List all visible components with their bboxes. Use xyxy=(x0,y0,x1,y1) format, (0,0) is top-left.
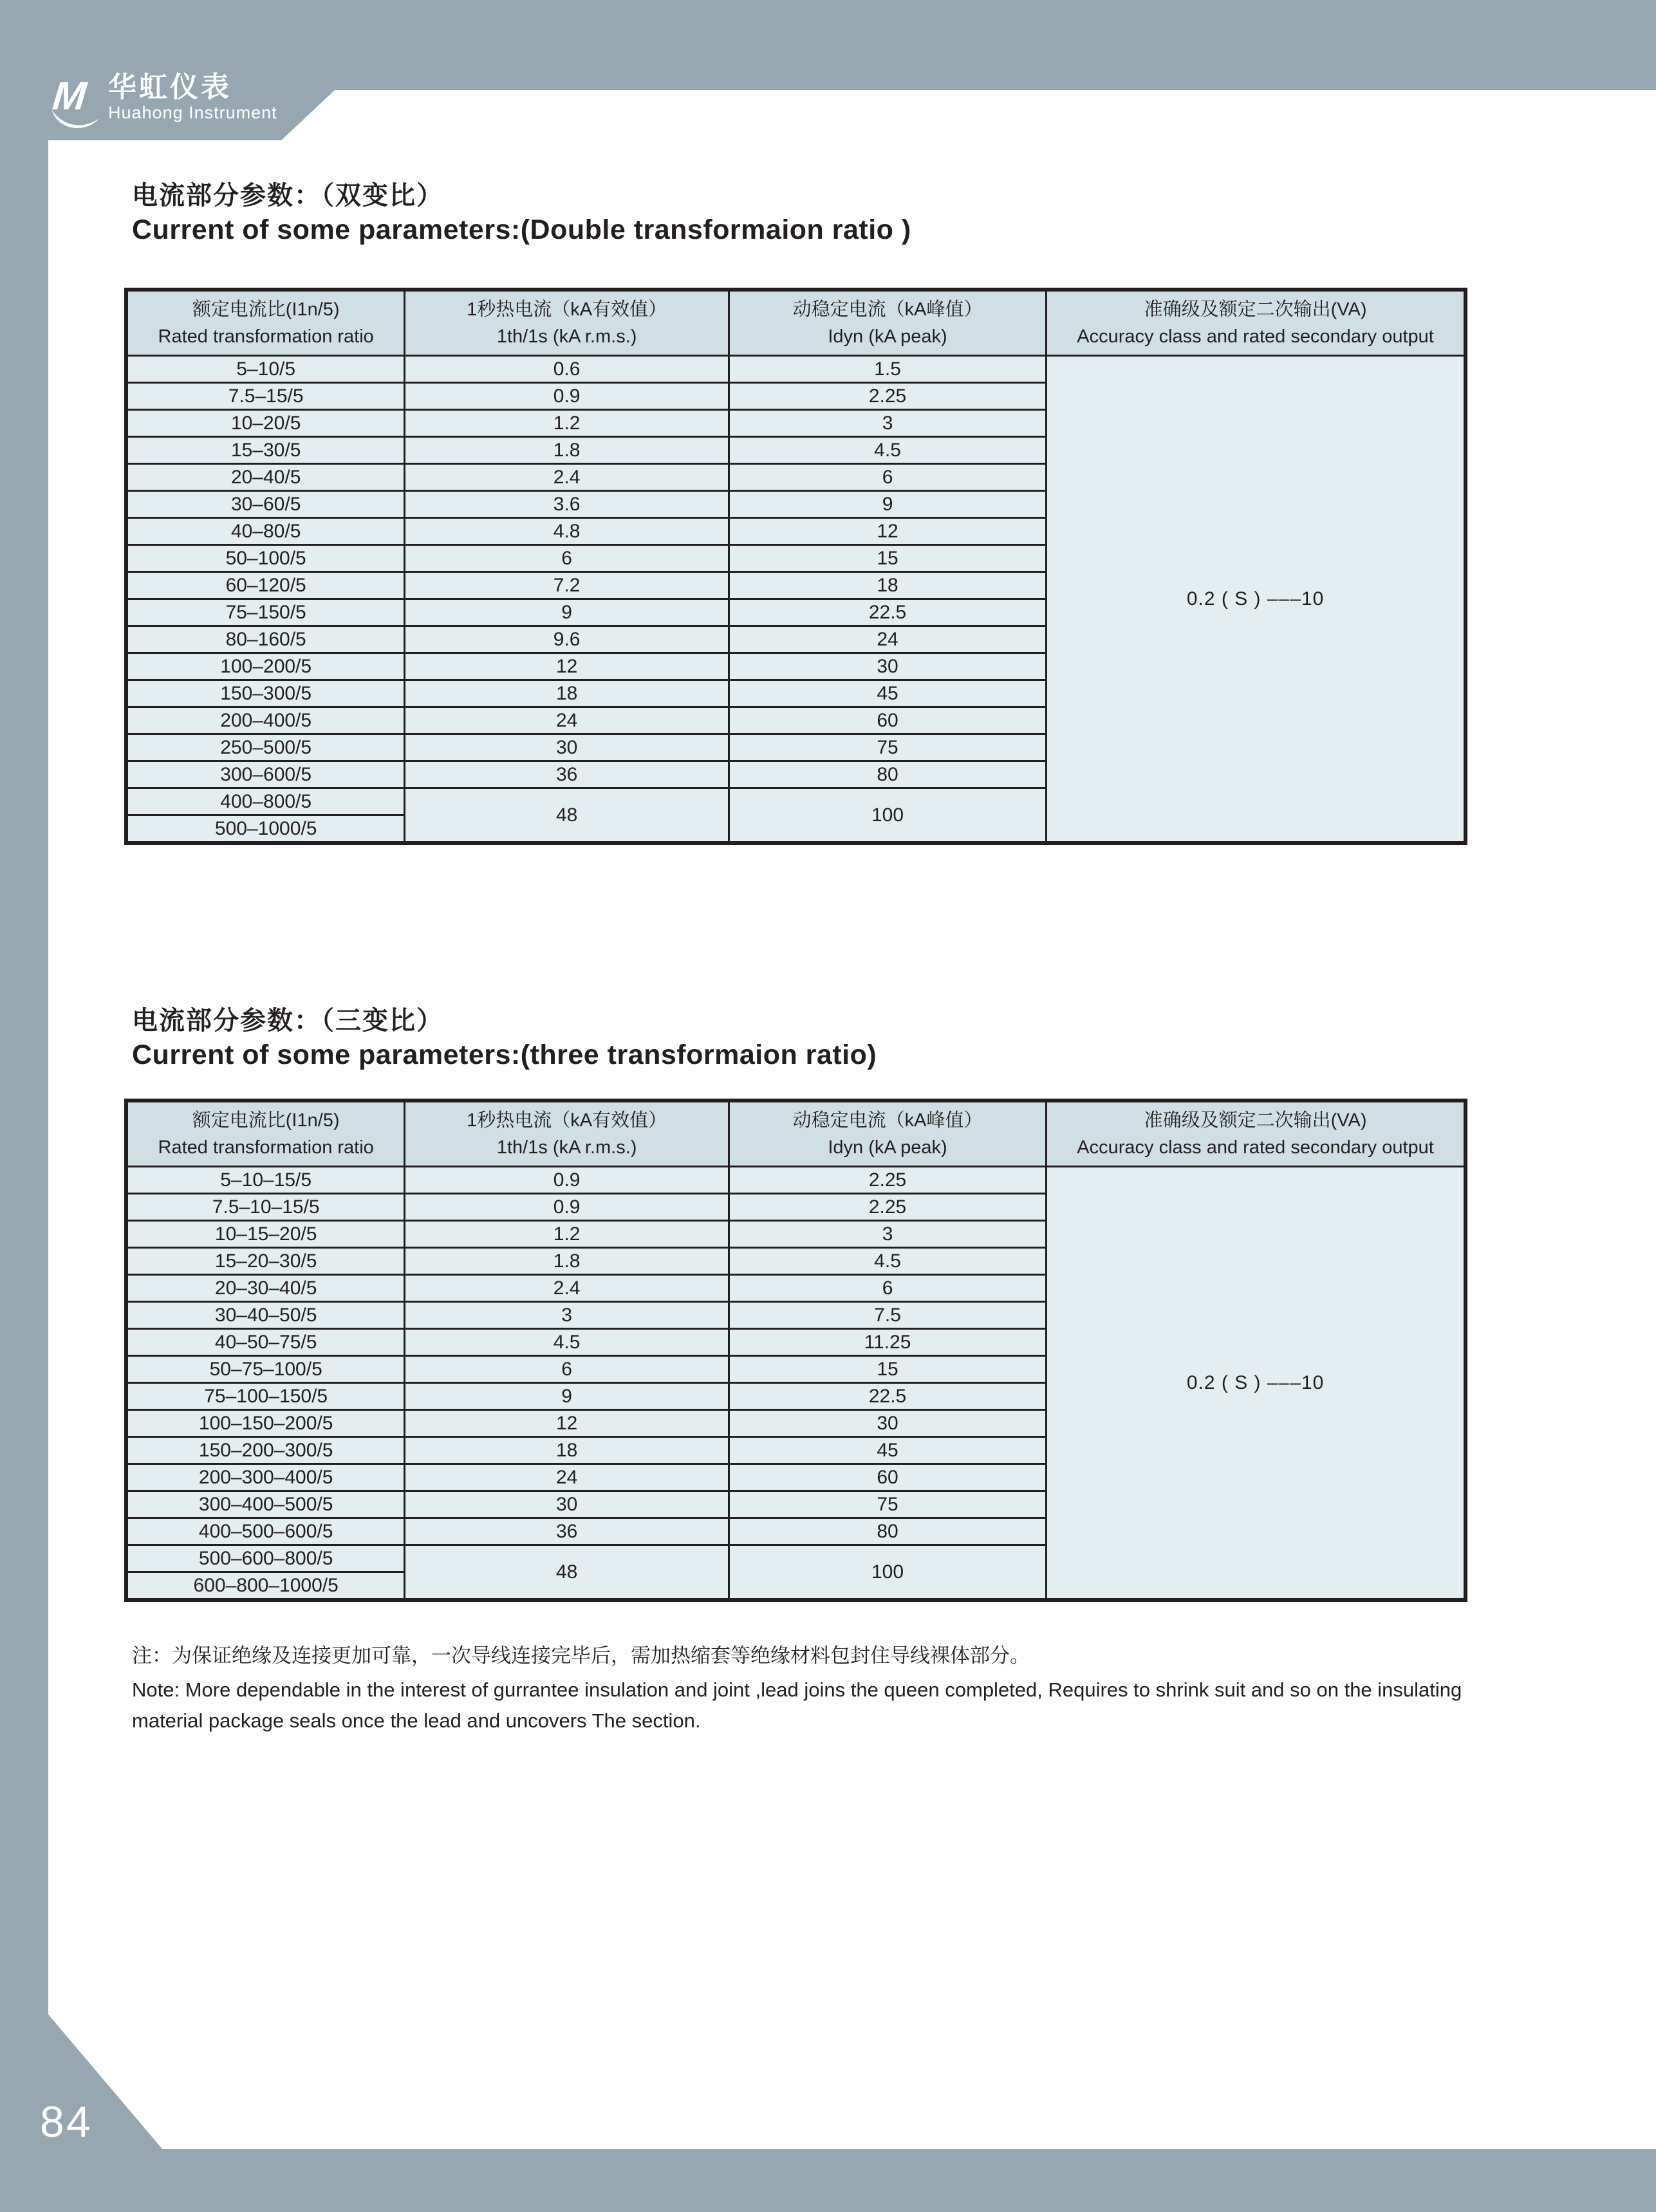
ratio-cell: 30–40–50/5 xyxy=(126,1302,405,1329)
dynamic-current-cell: 80 xyxy=(729,761,1046,788)
dynamic-current-cell: 11.25 xyxy=(729,1329,1046,1356)
column-header-zh: 准确级及额定二次输出(VA) xyxy=(1144,1110,1367,1131)
thermal-current-cell: 24 xyxy=(405,707,729,734)
dynamic-current-cell: 18 xyxy=(729,572,1046,599)
thermal-current-cell: 1.2 xyxy=(405,410,729,437)
thermal-current-cell: 9.6 xyxy=(405,626,729,653)
ratio-cell: 10–20/5 xyxy=(126,410,405,437)
thermal-current-cell: 3 xyxy=(405,1302,729,1329)
thermal-current-cell: 36 xyxy=(405,761,729,788)
column-header-1 xyxy=(126,290,405,356)
table-row xyxy=(126,356,1465,383)
thermal-current-cell: 6 xyxy=(405,545,729,572)
column-header-en: Accuracy class and rated secondary output xyxy=(1077,1137,1434,1158)
thermal-current-cell: 18 xyxy=(405,680,729,707)
ratio-cell: 7.5–10–15/5 xyxy=(126,1194,405,1221)
three-ratio-table xyxy=(124,1099,1467,1602)
thermal-current-cell: 0.9 xyxy=(405,1167,729,1194)
ratio-cell: 30–60/5 xyxy=(126,491,405,518)
header-row xyxy=(126,290,1465,356)
accuracy-cell: 0.2 ( S ) –––10 xyxy=(1047,356,1465,844)
dynamic-current-cell: 75 xyxy=(729,1491,1046,1518)
dynamic-current-cell: 80 xyxy=(729,1518,1046,1545)
column-header-en: Idyn (kA peak) xyxy=(828,1137,947,1158)
ratio-cell: 200–300–400/5 xyxy=(126,1464,405,1491)
ratio-cell: 75–100–150/5 xyxy=(126,1383,405,1410)
parameters-table xyxy=(124,288,1467,845)
column-header-1 xyxy=(126,1101,405,1167)
dynamic-current-cell: 15 xyxy=(729,545,1046,572)
header-row xyxy=(126,1101,1465,1167)
thermal-current-cell: 2.4 xyxy=(405,1275,729,1302)
ratio-cell: 400–500–600/5 xyxy=(126,1518,405,1545)
ratio-cell: 500–600–800/5 xyxy=(126,1545,405,1572)
thermal-current-cell: 9 xyxy=(405,1383,729,1410)
column-header-3 xyxy=(729,1101,1046,1167)
table1-title-zh: 电流部分参数：（双变比） xyxy=(132,181,443,210)
ratio-cell: 400–800/5 xyxy=(126,788,405,815)
column-header-3 xyxy=(729,290,1046,356)
ratio-cell: 5–10/5 xyxy=(126,356,405,383)
ratio-cell: 5–10–15/5 xyxy=(126,1167,405,1194)
thermal-current-cell: 30 xyxy=(405,734,729,761)
dynamic-current-cell: 100 xyxy=(729,788,1046,844)
ratio-cell: 500–1000/5 xyxy=(126,815,405,844)
dynamic-current-cell: 2.25 xyxy=(729,1167,1046,1194)
thermal-current-cell: 4.8 xyxy=(405,518,729,545)
dynamic-current-cell: 2.25 xyxy=(729,1194,1046,1221)
column-header-zh: 额定电流比(I1n/5) xyxy=(192,299,340,320)
column-header-en: Idyn (kA peak) xyxy=(828,326,947,347)
ratio-cell: 300–600/5 xyxy=(126,761,405,788)
thermal-current-cell: 24 xyxy=(405,1464,729,1491)
thermal-current-cell: 12 xyxy=(405,653,729,680)
table-row xyxy=(126,1167,1465,1194)
ratio-cell: 20–40/5 xyxy=(126,464,405,491)
ratio-cell: 250–500/5 xyxy=(126,734,405,761)
column-header-en: Accuracy class and rated secondary output xyxy=(1077,326,1434,347)
brand-text xyxy=(108,72,277,122)
dynamic-current-cell: 30 xyxy=(729,653,1046,680)
column-header-zh: 动稳定电流（kA峰值） xyxy=(792,1110,983,1131)
thermal-current-cell: 9 xyxy=(405,599,729,626)
thermal-current-cell: 30 xyxy=(405,1491,729,1518)
table1-title-en: Current of some parameters:(Double transformaion ratio ) xyxy=(132,214,911,245)
dynamic-current-cell: 45 xyxy=(729,1437,1046,1464)
thermal-current-cell: 4.5 xyxy=(405,1329,729,1356)
column-header-2 xyxy=(405,290,729,356)
thermal-current-cell: 6 xyxy=(405,1356,729,1383)
thermal-current-cell: 0.9 xyxy=(405,1194,729,1221)
ratio-cell: 150–300/5 xyxy=(126,680,405,707)
column-header-zh: 动稳定电流（kA峰值） xyxy=(792,299,983,320)
column-header-4 xyxy=(1047,1101,1465,1167)
table2-title-zh: 电流部分参数：（三变比） xyxy=(132,1007,443,1035)
thermal-current-cell: 7.2 xyxy=(405,572,729,599)
column-header-en: 1th/1s (kA r.m.s.) xyxy=(496,326,637,347)
ratio-cell: 200–400/5 xyxy=(126,707,405,734)
brand-name-en: Huahong Instrument xyxy=(108,103,277,122)
thermal-current-cell: 12 xyxy=(405,1410,729,1437)
thermal-current-cell: 1.8 xyxy=(405,437,729,464)
dynamic-current-cell: 1.5 xyxy=(729,356,1046,383)
column-header-en: Rated transformation ratio xyxy=(158,1137,374,1158)
page-number: 84 xyxy=(40,2097,93,2146)
dynamic-current-cell: 3 xyxy=(729,1221,1046,1248)
accuracy-cell: 0.2 ( S ) –––10 xyxy=(1047,1167,1465,1601)
ratio-cell: 40–50–75/5 xyxy=(126,1329,405,1356)
thermal-current-cell: 2.4 xyxy=(405,464,729,491)
ratio-cell: 60–120/5 xyxy=(126,572,405,599)
dynamic-current-cell: 12 xyxy=(729,518,1046,545)
footer-band xyxy=(0,2014,1656,2212)
dynamic-current-cell: 9 xyxy=(729,491,1046,518)
double-ratio-table xyxy=(124,288,1467,845)
huahong-logo-icon xyxy=(50,72,100,131)
huahong-logo xyxy=(50,72,321,133)
thermal-current-cell: 18 xyxy=(405,1437,729,1464)
ratio-cell: 10–15–20/5 xyxy=(126,1221,405,1248)
footnote-zh: 注：为保证绝缘及连接更加可靠，一次导线连接完毕后，需加热缩套等绝缘材料包封住导线裸体部分。 xyxy=(132,1644,1030,1667)
thermal-current-cell: 1.8 xyxy=(405,1248,729,1275)
ratio-cell: 15–30/5 xyxy=(126,437,405,464)
ratio-cell: 40–80/5 xyxy=(126,518,405,545)
ratio-cell: 20–30–40/5 xyxy=(126,1275,405,1302)
ratio-cell: 600–800–1000/5 xyxy=(126,1572,405,1601)
ratio-cell: 50–75–100/5 xyxy=(126,1356,405,1383)
column-header-zh: 准确级及额定二次输出(VA) xyxy=(1144,299,1367,320)
left-rail xyxy=(0,0,48,2212)
thermal-current-cell: 48 xyxy=(405,788,729,844)
ratio-cell: 75–150/5 xyxy=(126,599,405,626)
column-header-zh: 1秒热电流（kA有效值） xyxy=(467,1110,667,1131)
thermal-current-cell: 36 xyxy=(405,1518,729,1545)
column-header-4 xyxy=(1047,290,1465,356)
dynamic-current-cell: 22.5 xyxy=(729,599,1046,626)
dynamic-current-cell: 6 xyxy=(729,1275,1046,1302)
column-header-zh: 1秒热电流（kA有效值） xyxy=(467,299,667,320)
column-header-en: Rated transformation ratio xyxy=(158,326,374,347)
ratio-cell: 300–400–500/5 xyxy=(126,1491,405,1518)
dynamic-current-cell: 4.5 xyxy=(729,437,1046,464)
thermal-current-cell: 0.6 xyxy=(405,356,729,383)
dynamic-current-cell: 75 xyxy=(729,734,1046,761)
ratio-cell: 15–20–30/5 xyxy=(126,1248,405,1275)
dynamic-current-cell: 24 xyxy=(729,626,1046,653)
ratio-cell: 80–160/5 xyxy=(126,626,405,653)
dynamic-current-cell: 7.5 xyxy=(729,1302,1046,1329)
footnote-en: Note: More dependable in the interest of gurrantee insulation and joint ,lead joins the queen completed, Requires to shrink suit and so on the insulating material package seals once the lead and uncovers The section. xyxy=(132,1678,1462,1732)
ratio-cell: 100–200/5 xyxy=(126,653,405,680)
thermal-current-cell: 1.2 xyxy=(405,1221,729,1248)
table2-title-en: Current of some parameters:(three transformaion ratio) xyxy=(132,1039,877,1070)
dynamic-current-cell: 4.5 xyxy=(729,1248,1046,1275)
svg-text:M: M xyxy=(50,74,89,118)
dynamic-current-cell: 2.25 xyxy=(729,383,1046,410)
dynamic-current-cell: 30 xyxy=(729,1410,1046,1437)
dynamic-current-cell: 22.5 xyxy=(729,1383,1046,1410)
dynamic-current-cell: 6 xyxy=(729,464,1046,491)
ratio-cell: 50–100/5 xyxy=(126,545,405,572)
column-header-zh: 额定电流比(I1n/5) xyxy=(192,1110,340,1131)
section-1-header xyxy=(132,180,1548,246)
dynamic-current-cell: 100 xyxy=(729,1545,1046,1601)
thermal-current-cell: 48 xyxy=(405,1545,729,1601)
ratio-cell: 7.5–15/5 xyxy=(126,383,405,410)
footnote xyxy=(132,1641,1522,1736)
thermal-current-cell: 3.6 xyxy=(405,491,729,518)
ratio-cell: 150–200–300/5 xyxy=(126,1437,405,1464)
thermal-current-cell: 0.9 xyxy=(405,383,729,410)
dynamic-current-cell: 45 xyxy=(729,680,1046,707)
dynamic-current-cell: 15 xyxy=(729,1356,1046,1383)
section-2-header xyxy=(132,1005,1548,1071)
column-header-en: 1th/1s (kA r.m.s.) xyxy=(496,1137,637,1158)
brand-name-zh: 华虹仪表 xyxy=(108,71,232,103)
column-header-2 xyxy=(405,1101,729,1167)
dynamic-current-cell: 60 xyxy=(729,707,1046,734)
ratio-cell: 100–150–200/5 xyxy=(126,1410,405,1437)
parameters-table xyxy=(124,1099,1467,1602)
dynamic-current-cell: 60 xyxy=(729,1464,1046,1491)
dynamic-current-cell: 3 xyxy=(729,410,1046,437)
